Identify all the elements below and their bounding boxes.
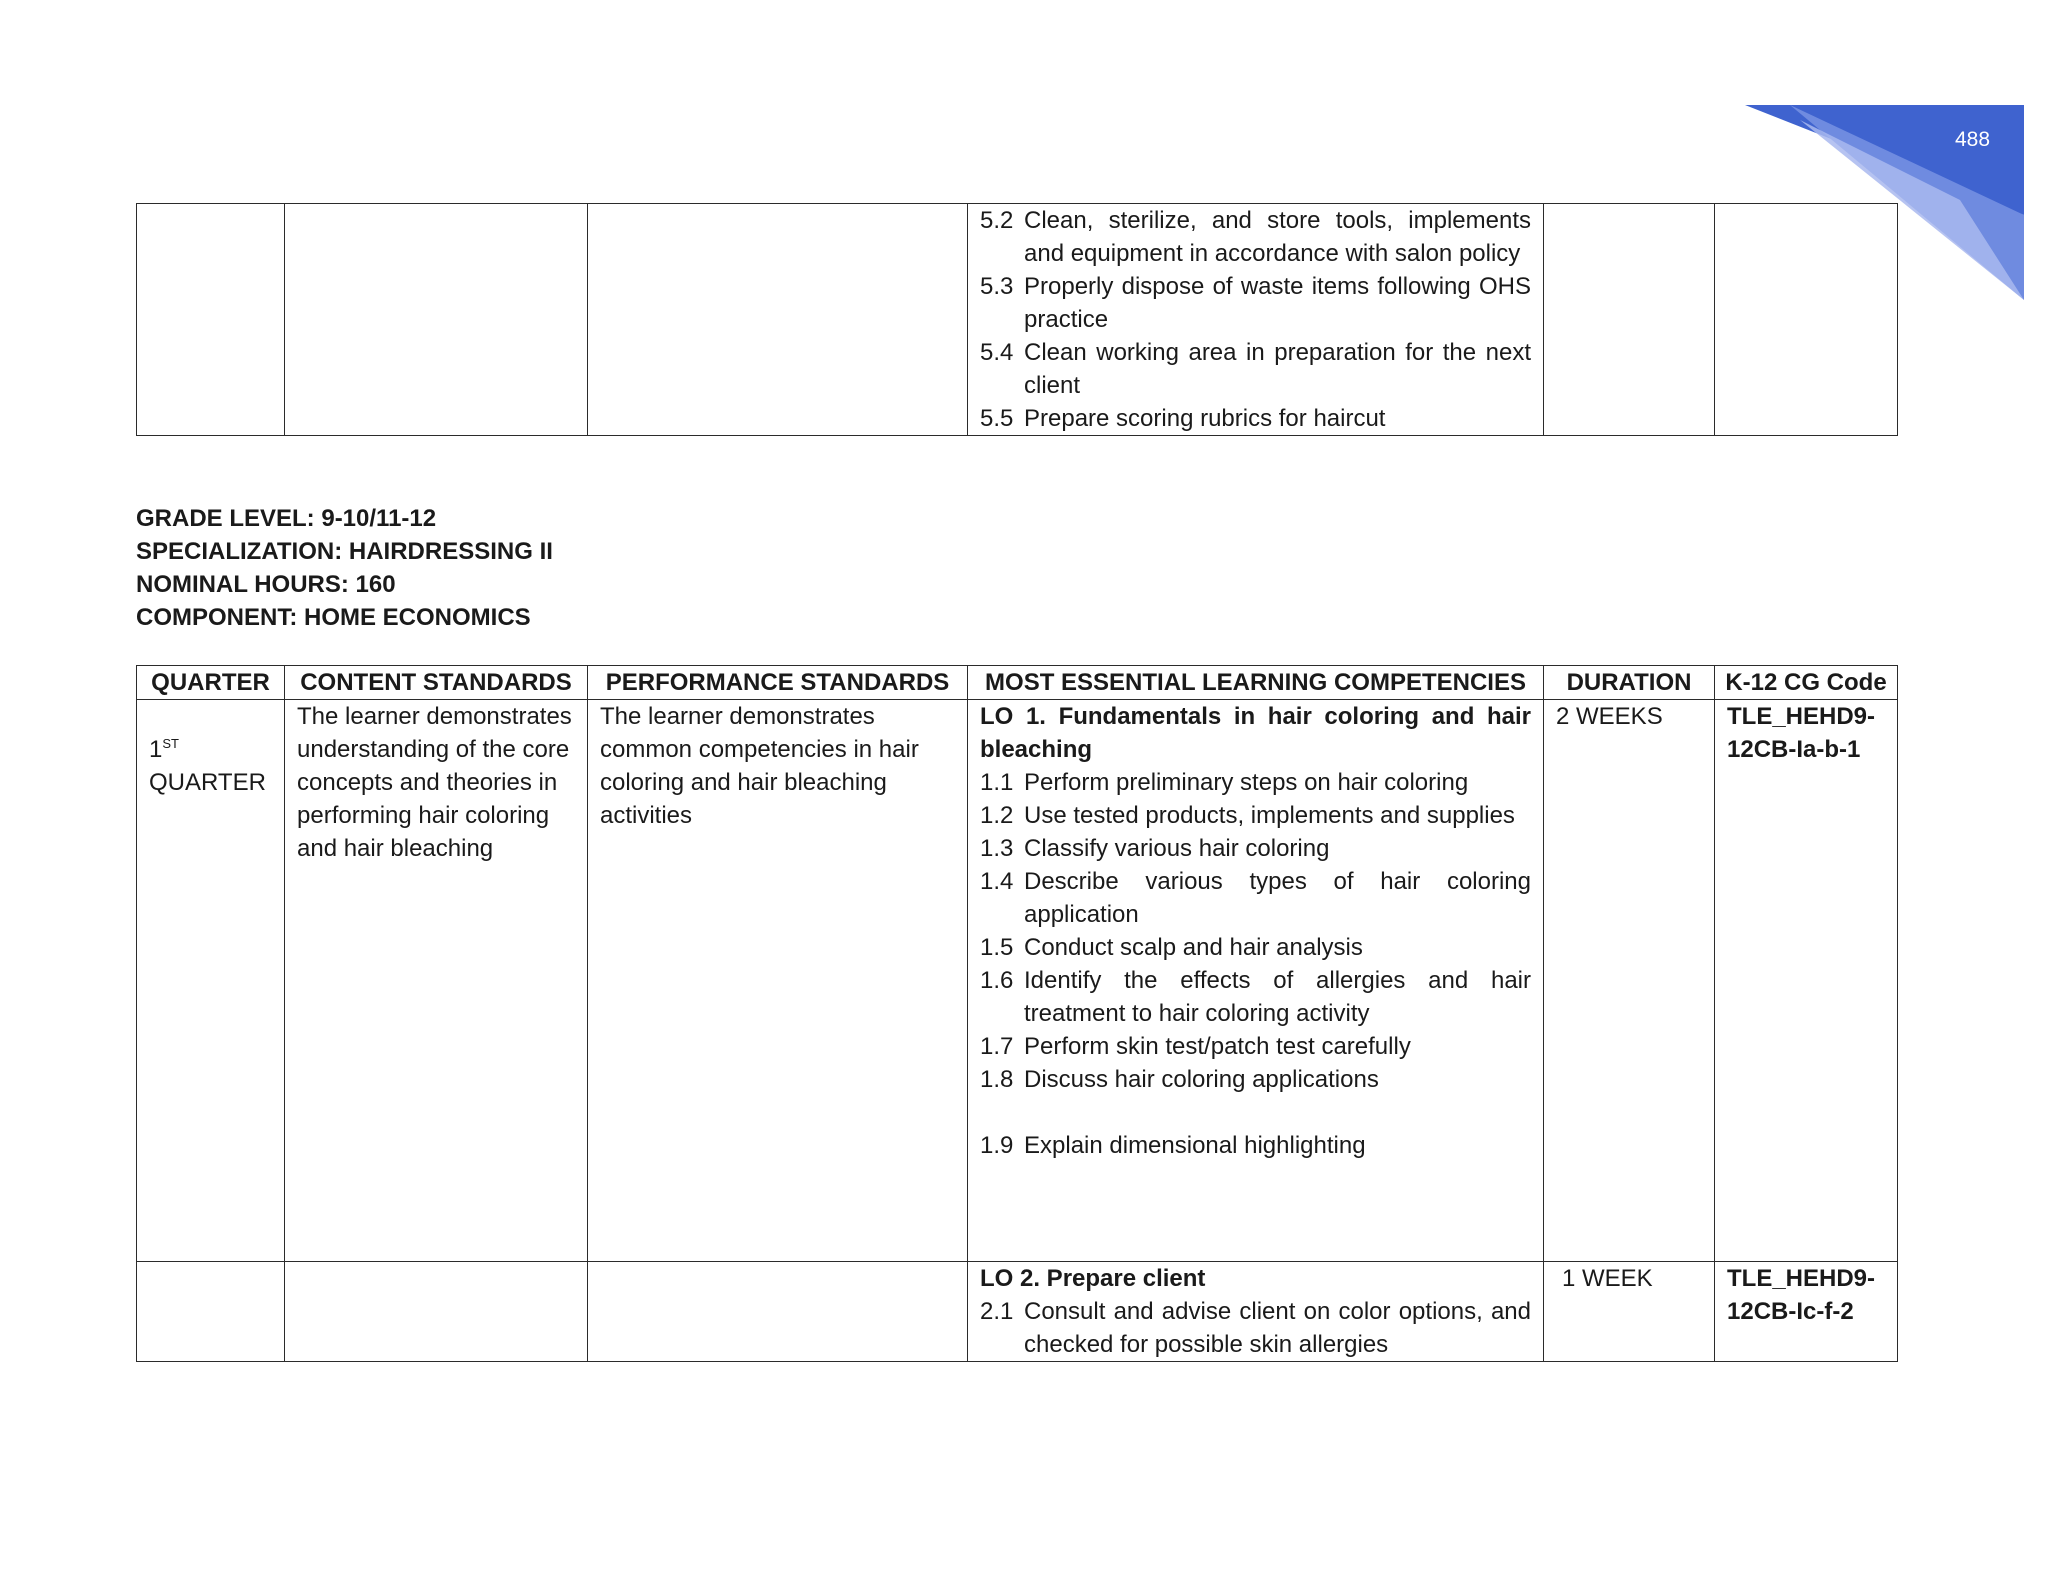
item-text: Describe various types of hair coloring application: [1024, 868, 1531, 928]
empty-cell: [285, 1262, 588, 1362]
item-number: 5.4: [980, 339, 1014, 366]
lo-title: LO 2. Prepare client: [980, 1265, 1206, 1292]
specialization: SPECIALIZATION: HAIRDRESSING II: [136, 538, 553, 565]
component: COMPONENT: HOME ECONOMICS: [136, 604, 531, 631]
item-text: Discuss hair coloring applications: [1024, 1066, 1379, 1093]
item-number: 5.2: [980, 207, 1014, 234]
table-row: [137, 700, 1898, 1262]
competencies-cell: [968, 204, 1544, 436]
lo-title: LO 1. Fundamentals in hair coloring and hair bleaching: [980, 703, 1531, 763]
list-item: [980, 766, 1531, 799]
item-number: 1.3: [980, 835, 1014, 862]
table-row: [137, 1262, 1898, 1362]
list-item: [980, 1295, 1531, 1361]
item-number: 1.7: [980, 1033, 1014, 1060]
empty-cell: [285, 204, 588, 436]
quarter-suffix: ST: [162, 736, 179, 751]
item-number: 5.3: [980, 273, 1014, 300]
course-meta: [136, 502, 553, 634]
list-item: [980, 931, 1531, 964]
empty-cell: [137, 204, 285, 436]
item-number: 2.1: [980, 1298, 1014, 1325]
header-duration: DURATION: [1544, 666, 1715, 700]
empty-cell: [1715, 204, 1898, 436]
quarter-cell: [137, 700, 285, 1262]
item-number: 1.5: [980, 934, 1014, 961]
item-text: Classify various hair coloring: [1024, 835, 1330, 862]
item-text: Properly dispose of waste items following OHS practice: [1024, 273, 1531, 333]
continuation-table: [136, 203, 1898, 436]
list-item: [980, 799, 1531, 832]
header-performance-standards: PERFORMANCE STANDARDS: [588, 666, 968, 700]
competencies-cell: [968, 1262, 1544, 1362]
empty-cell: [588, 204, 968, 436]
item-number: 1.6: [980, 967, 1014, 994]
item-number: 5.5: [980, 405, 1014, 432]
list-item: [980, 964, 1531, 1030]
item-text: Use tested products, implements and supplies: [1024, 802, 1515, 829]
item-text: Perform skin test/patch test carefully: [1024, 1033, 1411, 1060]
list-item: [980, 832, 1531, 865]
item-text: Clean working area in preparation for the next client: [1024, 339, 1531, 399]
list-item: [980, 1129, 1531, 1162]
code-cell: TLE_HEHD9-12CB-Ia-b-1: [1715, 700, 1898, 1262]
performance-standards-cell: The learner demonstrates common competencies in hair coloring and hair bleaching activities: [588, 700, 968, 1262]
list-item: [980, 204, 1531, 270]
list-item: [980, 1030, 1531, 1063]
content-standards-cell: The learner demonstrates understanding of the core concepts and theories in performing hair coloring and hair bleaching: [285, 700, 588, 1262]
header-competencies: MOST ESSENTIAL LEARNING COMPETENCIES: [968, 666, 1544, 700]
empty-cell: [1544, 204, 1715, 436]
header-content-standards: CONTENT STANDARDS: [285, 666, 588, 700]
item-text: Clean, sterilize, and store tools, implements and equipment in accordance with salon policy: [1024, 207, 1531, 267]
duration-cell: 2 WEEKS: [1544, 700, 1715, 1262]
competency-list: [980, 1295, 1531, 1361]
item-number: 1.1: [980, 769, 1014, 796]
item-number: 1.9: [980, 1132, 1014, 1159]
item-number: 1.4: [980, 868, 1014, 895]
item-number: 1.2: [980, 802, 1014, 829]
table-row: [137, 204, 1898, 436]
item-text: Identify the effects of allergies and hair treatment to hair coloring activity: [1024, 967, 1531, 1027]
competencies-cell: [968, 700, 1544, 1262]
item-text: Perform preliminary steps on hair coloring: [1024, 769, 1469, 796]
item-text: Conduct scalp and hair analysis: [1024, 934, 1363, 961]
header-code: K-12 CG Code: [1715, 666, 1898, 700]
list-item: [980, 336, 1531, 402]
empty-cell: [137, 1262, 285, 1362]
competency-list: [980, 766, 1531, 1162]
curriculum-table: [136, 665, 1898, 1362]
page-number: 488: [1955, 128, 1991, 151]
competency-list: [980, 204, 1531, 435]
list-item: [980, 865, 1531, 931]
quarter-number: 1: [149, 736, 163, 763]
list-item: [980, 402, 1531, 435]
header-quarter: QUARTER: [137, 666, 285, 700]
empty-cell: [588, 1262, 968, 1362]
item-number: 1.8: [980, 1066, 1014, 1093]
table-header-row: [137, 666, 1898, 700]
list-item: [980, 270, 1531, 336]
quarter-label: QUARTER: [149, 769, 266, 796]
code-cell: TLE_HEHD9-12CB-Ic-f-2: [1715, 1262, 1898, 1362]
list-item: [980, 1063, 1531, 1096]
item-text: Consult and advise client on color options, and checked for possible skin allergies: [1024, 1298, 1531, 1358]
item-text: Explain dimensional highlighting: [1024, 1132, 1366, 1159]
duration-cell: 1 WEEK: [1544, 1262, 1715, 1362]
grade-level: GRADE LEVEL: 9-10/11-12: [136, 505, 437, 532]
nominal-hours: NOMINAL HOURS: 160: [136, 571, 396, 598]
item-text: Prepare scoring rubrics for haircut: [1024, 405, 1386, 432]
